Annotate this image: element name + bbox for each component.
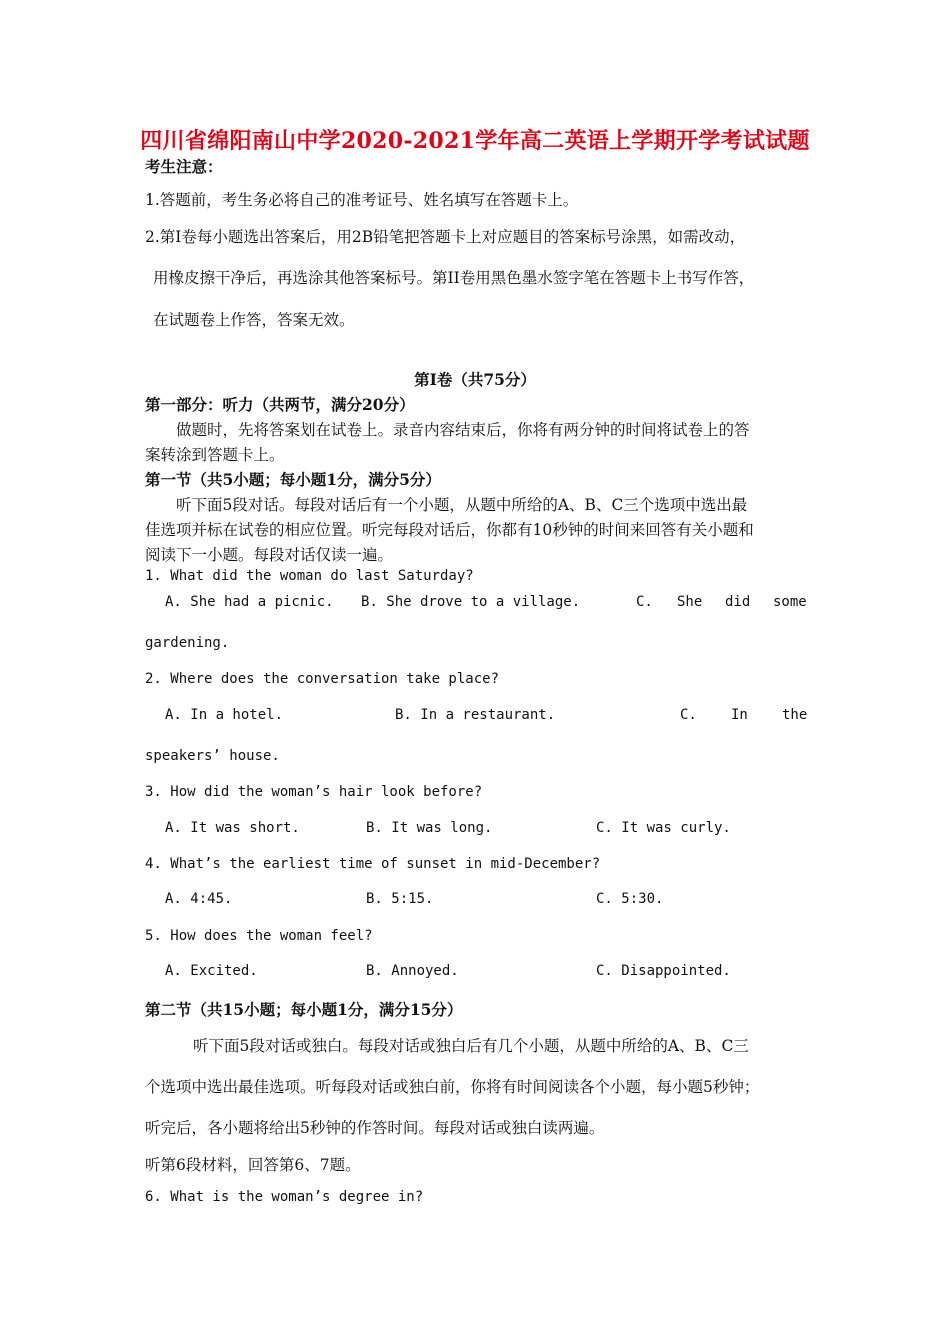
question-6-stem: 6. What is the woman’s degree in?: [145, 1189, 424, 1205]
section-1-intro-line-2: 佳选项并标在试卷的相应位置。听完每段对话后，你都有10秒钟的时间来回答有关小题和: [145, 521, 754, 539]
notice-item-1: 1.答题前，考生务必将自己的准考证号、姓名填写在答题卡上。: [145, 191, 579, 209]
question-1-option-a: A. She had a picnic.: [165, 594, 334, 610]
volume-1-heading: 第Ⅰ卷（共75分）: [414, 370, 536, 389]
question-4-option-c: C. 5:30.: [596, 891, 664, 907]
section-2-intro-line-1: 听下面5段对话或独白。每段对话或独白后有几个小题，从题中所给的A、B、C三: [193, 1037, 749, 1055]
notice-item-2-line-3: 在试题卷上作答，答案无效。: [153, 311, 355, 329]
question-1-option-c-word-1: She: [677, 594, 703, 610]
question-1-option-c-word-3: some: [773, 594, 807, 610]
question-2-option-c-word-1: In: [731, 707, 748, 723]
page-title: 四川省绵阳南山中学2020-2021学年高二英语上学期开学考试试题: [140, 128, 810, 154]
question-3-option-c: C. It was curly.: [596, 820, 731, 836]
part-1-heading: 第一部分：听力（共两节，满分20分）: [145, 395, 415, 414]
section-1-intro-line-1: 听下面5段对话。每段对话后有一个小题，从题中所给的A、B、C三个选项中选出最: [176, 496, 748, 514]
question-2-option-b: B. In a restaurant.: [395, 707, 556, 723]
question-4-option-a: A. 4:45.: [165, 891, 233, 907]
notice-item-2-line-2: 用橡皮擦干净后，再选涂其他答案标号。第II卷用黑色墨水签字笔在答题卡上书写作答，: [153, 269, 755, 287]
question-1-stem: 1. What did the woman do last Saturday?: [145, 568, 474, 584]
question-2-option-a: A. In a hotel.: [165, 707, 284, 723]
question-1-option-c-word-2: did: [725, 594, 751, 610]
material-6-instruction: 听第6段材料，回答第6、7题。: [145, 1156, 361, 1174]
question-2-option-c-label: C.: [680, 707, 697, 723]
question-4-option-b: B. 5:15.: [366, 891, 434, 907]
notice-item-2-line-1: 2.第Ⅰ卷每小题选出答案后，用2B铅笔把答题卡上对应题目的答案标号涂黑，如需改动，: [145, 228, 746, 246]
question-3-option-b: B. It was long.: [366, 820, 493, 836]
section-2-heading: 第二节（共15小题；每小题1分，满分15分）: [145, 1000, 463, 1019]
section-2-intro-line-3: 听完后，各小题将给出5秒钟的作答时间。每段对话或独白读两遍。: [145, 1119, 605, 1137]
question-2-option-c-word-2: the: [782, 707, 808, 723]
question-5-stem: 5. How does the woman feel?: [145, 928, 373, 944]
question-4-stem: 4. What’s the earliest time of sunset in mid-December?: [145, 856, 601, 872]
section-1-heading: 第一节（共5小题；每小题1分，满分5分）: [145, 470, 441, 489]
part-1-intro-line-2: 案转涂到答题卡上。: [145, 446, 285, 464]
question-1-option-b: B. She drove to a village.: [361, 594, 581, 610]
question-2-stem: 2. Where does the conversation take place?: [145, 671, 500, 687]
question-5-option-c: C. Disappointed.: [596, 963, 731, 979]
section-2-intro-line-2: 个选项中选出最佳选项。听每段对话或独白前，你将有时间阅读各个小题，每小题5秒钟；: [145, 1078, 760, 1096]
question-1-option-c-label: C.: [636, 594, 653, 610]
question-3-option-a: A. It was short.: [165, 820, 300, 836]
question-3-stem: 3. How did the woman’s hair look before?: [145, 784, 483, 800]
question-1-option-c-continued: gardening.: [145, 635, 230, 651]
section-1-intro-line-3: 阅读下一小题。每段对话仅读一遍。: [145, 546, 394, 564]
question-5-option-a: A. Excited.: [165, 963, 258, 979]
part-1-intro-line-1: 做题时，先将答案划在试卷上。录音内容结束后，你将有两分钟的时间将试卷上的答: [176, 421, 750, 439]
notice-heading: 考生注意：: [145, 157, 223, 176]
question-5-option-b: B. Annoyed.: [366, 963, 459, 979]
question-2-option-c-continued: speakers’ house.: [145, 748, 280, 764]
